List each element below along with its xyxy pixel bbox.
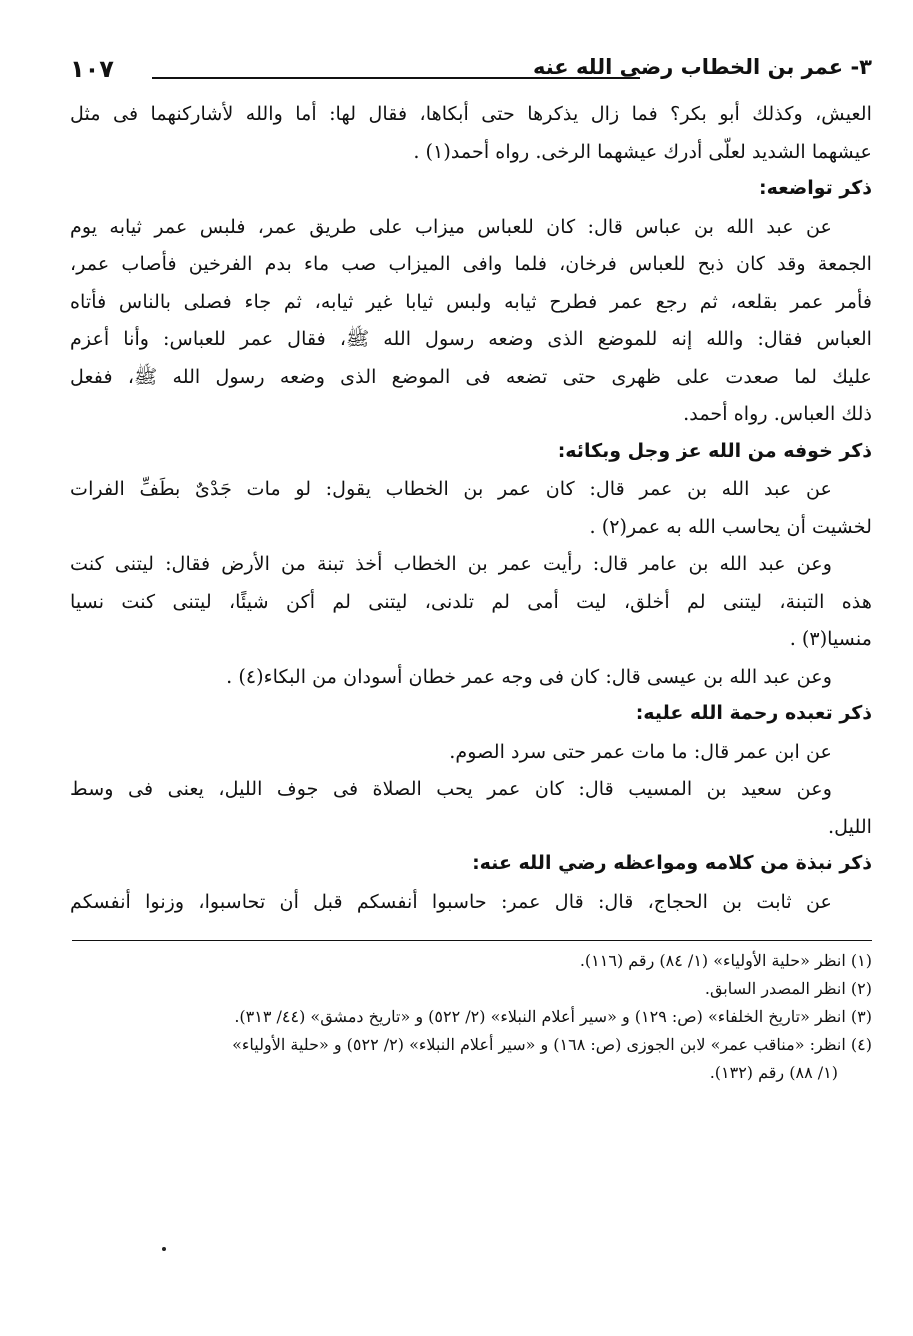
text-line: الليل.	[828, 814, 872, 838]
text-line: وعن عبد الله بن عيسى قال: كان فى وجه عمر خطان أسودان من البكاء(٤) .	[226, 664, 832, 688]
text-line: ذلك العباس. رواه أحمد.	[683, 402, 872, 425]
text-line: هذه التبنة، ليتنى لم أخلق، ليت أمى لم تلدنى، ليتنى لم أكن شيئًا، ليتنى كنت نسيا	[70, 589, 872, 613]
paragraph	[70, 95, 872, 170]
text-line: عن ثابت بن الحجاج، قال: قال عمر: حاسبوا أنفسكم قبل أن تحاسبوا، وزنوا أنفسكم	[70, 889, 832, 913]
text-line: وعن سعيد بن المسيب قال: كان عمر يحب الصلاة فى جوف الليل، يعنى فى وسط	[70, 777, 832, 800]
footnotes	[70, 947, 872, 1087]
footnote-separator	[72, 940, 872, 941]
section-heading-fear-of-god: ذكر خوفه من الله عز وجل وبكائه:	[557, 439, 872, 462]
text-line: فأمر عمر بقلعه، ثم رجع عمر فطرح ثيابه ولبس ثيابا غير ثيابه، ثم جاء فصلى بالناس فأتاه	[70, 289, 872, 313]
footnote-continuation: (١/ ٨٨) رقم (١٣٢).	[709, 1063, 838, 1082]
footnote: (٤) انظر: «مناقب عمر» لابن الجوزى (ص: ١٦٨) و «سير أعلام النبلاء» (٢/ ٥٢٢) و «حلية الأولياء»	[232, 1035, 872, 1054]
page-content	[70, 55, 872, 1087]
text-line: وعن عبد الله بن عامر قال: رأيت عمر بن الخطاب أخذ تبنة من الأرض فقال: ليتنى كنت	[70, 552, 832, 575]
text-line: عن ابن عمر قال: ما مات عمر حتى سرد الصوم.	[449, 739, 832, 763]
paragraph	[70, 208, 872, 433]
paragraph	[70, 470, 872, 545]
text-line: عيشهما الشديد لعلّى أدرك عيشهما الرخى. رواه أحمد(١) .	[413, 139, 872, 163]
text-line: منسيا(٣) .	[789, 627, 872, 650]
text-line: الجمعة وقد كان ذبح للعباس فرخان، فلما وافى الميزاب صب ماء بدم الفرخين فأصاب عمر،	[70, 252, 872, 275]
paragraph	[70, 545, 872, 658]
footnote: (١) انظر «حلية الأولياء» (١/ ٨٤) رقم (١١٦).	[579, 951, 872, 970]
text-line: عليك لما صعدت على ظهرى حتى تضعه فى الموضع الذى وضعه رسول الله ﷺ، ففعل	[70, 364, 872, 388]
section-heading-worship: ذكر تعبده رحمة الله عليه:	[635, 702, 872, 724]
text-line: العيش، وكذلك أبو بكر؟ فما زال يذكرها حتى أبكاها، فقال لها: أما والله لأشاركنهما فى مثل	[70, 102, 872, 125]
text-line: العباس فقال: والله إنه للموضع الذى وضعه رسول الله ﷺ، فقال عمر للعباس: وأنا أعزم	[70, 327, 872, 350]
page-number: ١٠٧	[70, 55, 114, 83]
paragraph	[70, 658, 872, 696]
text-line: عن عبد الله بن عمر قال: كان عمر بن الخطاب يقول: لو مات جَدْىٌ بطَفِّ الفرات	[70, 477, 832, 500]
footnote: (٣) انظر «تاريخ الخلفاء» (ص: ١٢٩) و «سير أعلام النبلاء» (٢/ ٥٢٢) و «تاريخ دمشق» (٤٤/ ٣١٣).	[234, 1007, 872, 1026]
chapter-title: ٣- عمر بن الخطاب رضي الله عنه	[532, 55, 872, 79]
section-heading-humility: ذكر تواضعه:	[759, 177, 872, 199]
paragraph	[70, 733, 872, 771]
print-speck	[162, 1247, 166, 1251]
header-rule	[152, 77, 640, 79]
section-heading-sayings: ذكر نبذة من كلامه ومواعظه رضي الله عنه:	[472, 852, 872, 874]
footnote: (٢) انظر المصدر السابق.	[704, 979, 872, 998]
running-header	[70, 55, 872, 95]
paragraph	[70, 883, 872, 921]
paragraph	[70, 770, 872, 845]
text-line: عن عبد الله بن عباس قال: كان للعباس ميزاب على طريق عمر، فلبس عمر ثيابه يوم	[70, 214, 832, 238]
text-line: لخشيت أن يحاسب الله به عمر(٢) .	[589, 514, 872, 538]
